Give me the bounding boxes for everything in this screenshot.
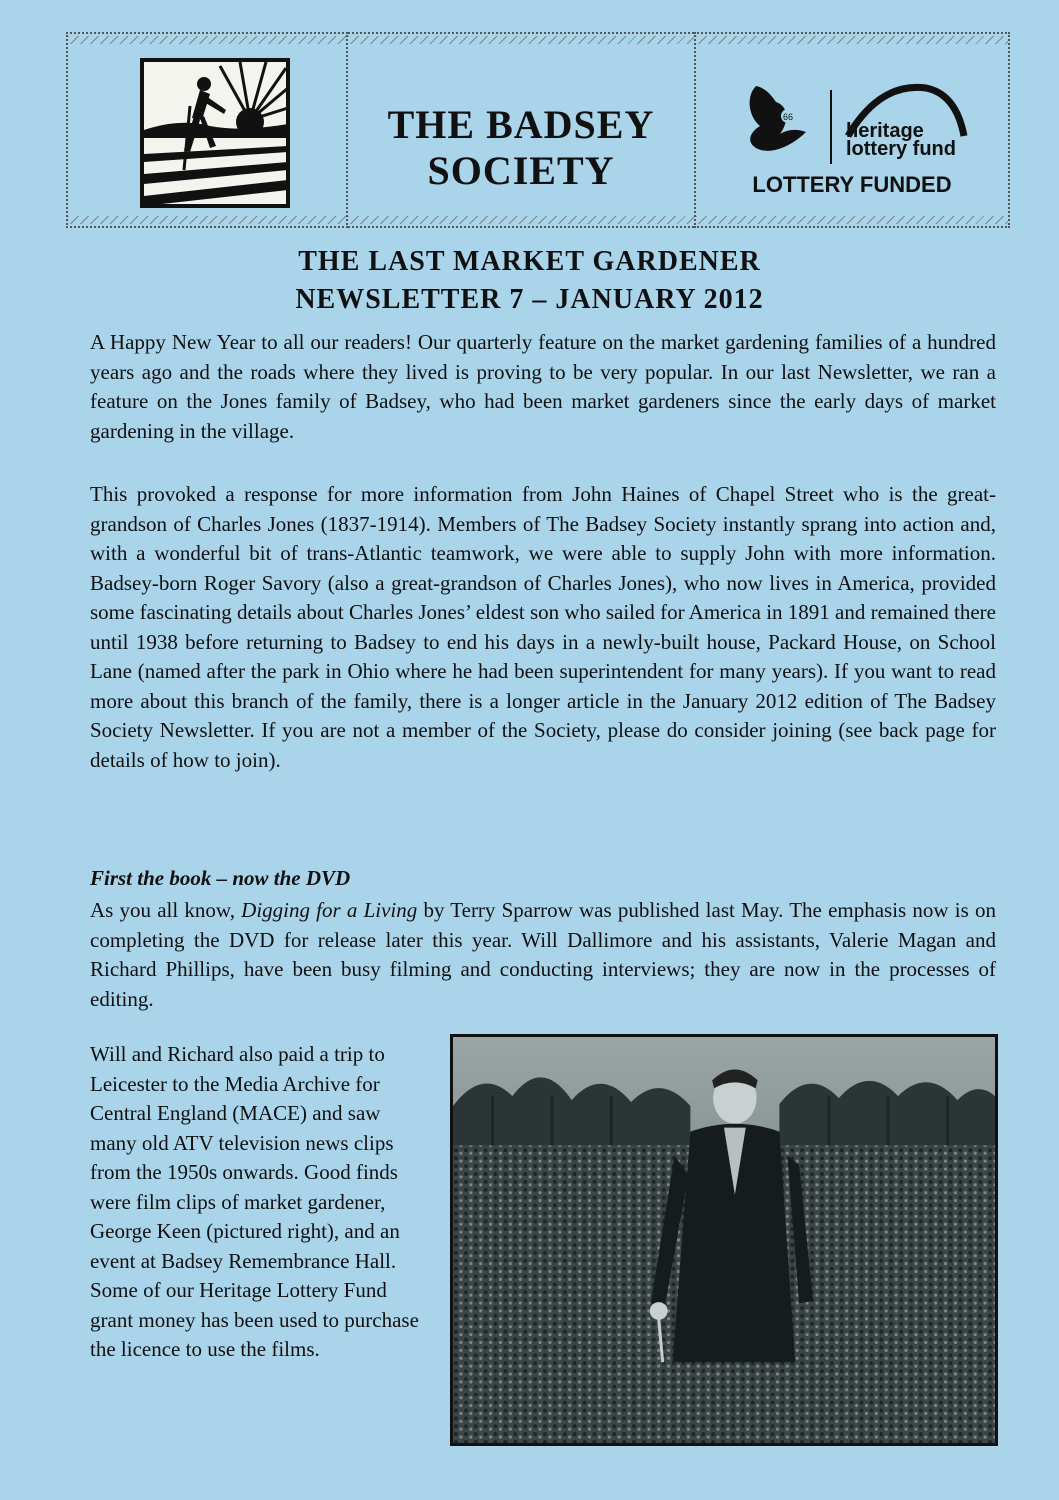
- masthead-lottery-cell: [694, 32, 1010, 228]
- intro-paragraph: A Happy New Year to all our readers! Our quarterly feature on the market gardening families of a hundred years ago and the roads where they lived is proving to be very popular. In our last Newsletter, we ran a feature on the Jones family of Badsey, who had been market gardeners since the early days of market gardening in the village.: [90, 330, 996, 443]
- newsletter-issue: NEWSLETTER 7 – JANUARY 2012: [295, 284, 764, 315]
- response-paragraph: This provoked a response for more information from John Haines of Chapel Street who is the great-grandson of Charles Jones (1837-1914). Members of The Badsey Society instantly sprang into action and, with a wonderful bit of trans-Atlantic teamwork, we were able to supply John with more information. Badsey-born Roger Savory (also a great-grandson of Charles Jones), who now lives in America, provided some fascinating details about Charles Jones’ eldest son who sailed for America in 1891 and remained there until 1938 before returning to Badsey to end his days in a newly-built house, Packard House, on School Lane (named after the park in Ohio where he had been superintendent for many years). If you want to read more about this branch of the family, there is a longer article in the January 2012 edition of The Badsey Society Newsletter. If you are not a member of the Society, please do consider joining (see back page for details of how to join).: [90, 482, 996, 772]
- masthead-logo-cell: [66, 32, 348, 228]
- book-title: Digging for a Living: [241, 898, 418, 922]
- lottery-funded-label: LOTTERY FUNDED: [752, 172, 952, 197]
- gardener-logo-icon: [140, 58, 290, 208]
- photo-image: [453, 1037, 995, 1443]
- george-keen-photo: [450, 1034, 998, 1446]
- hatch-border: [348, 36, 694, 44]
- lottery-fund-line: lottery fund: [846, 138, 956, 160]
- svg-text:66: 66: [783, 112, 794, 122]
- hatch-border: [348, 216, 694, 224]
- hatch-border: [68, 216, 346, 224]
- masthead: [66, 32, 1010, 228]
- lottery-crossed-fingers-icon: [736, 76, 816, 156]
- dvd-intro-text-continued: by Terry Sparrow was published last May. The emphasis now is on completing the DVD for release later this year. Will Dallimore and his assistants, Valerie Magan and Richard Phillips, have been busy filming and conducting interviews; they are now in the processes of editing.: [90, 898, 996, 1011]
- hatch-border: [68, 36, 346, 44]
- divider: [830, 90, 832, 164]
- heritage-lottery-fund-wordmark: [846, 122, 956, 158]
- hatch-border: [696, 216, 1008, 224]
- dvd-intro-text: As you all know,: [90, 898, 242, 922]
- dvd-section-heading: First the book – now the DVD: [90, 866, 351, 890]
- dvd-intro-paragraph: [90, 896, 996, 1014]
- masthead-title-cell: [348, 32, 694, 228]
- heritage-line: heritage: [846, 120, 924, 142]
- hatch-border: [696, 36, 1008, 44]
- newsletter-title: THE LAST MARKET GARDENER: [298, 246, 761, 277]
- society-name: THE BADSEY SOCIETY: [387, 102, 655, 193]
- mace-paragraph: Will and Richard also paid a trip to Leicester to the Media Archive for Central England (MACE) and saw many old ATV television news clips from the 1950s onwards. Good finds were film clips of market gardener, George Keen (pictured right), and an event at Badsey Remembrance Hall. Some of our Heritage Lottery Fund grant money has been used to purchase the licence to use the films.: [90, 1042, 419, 1361]
